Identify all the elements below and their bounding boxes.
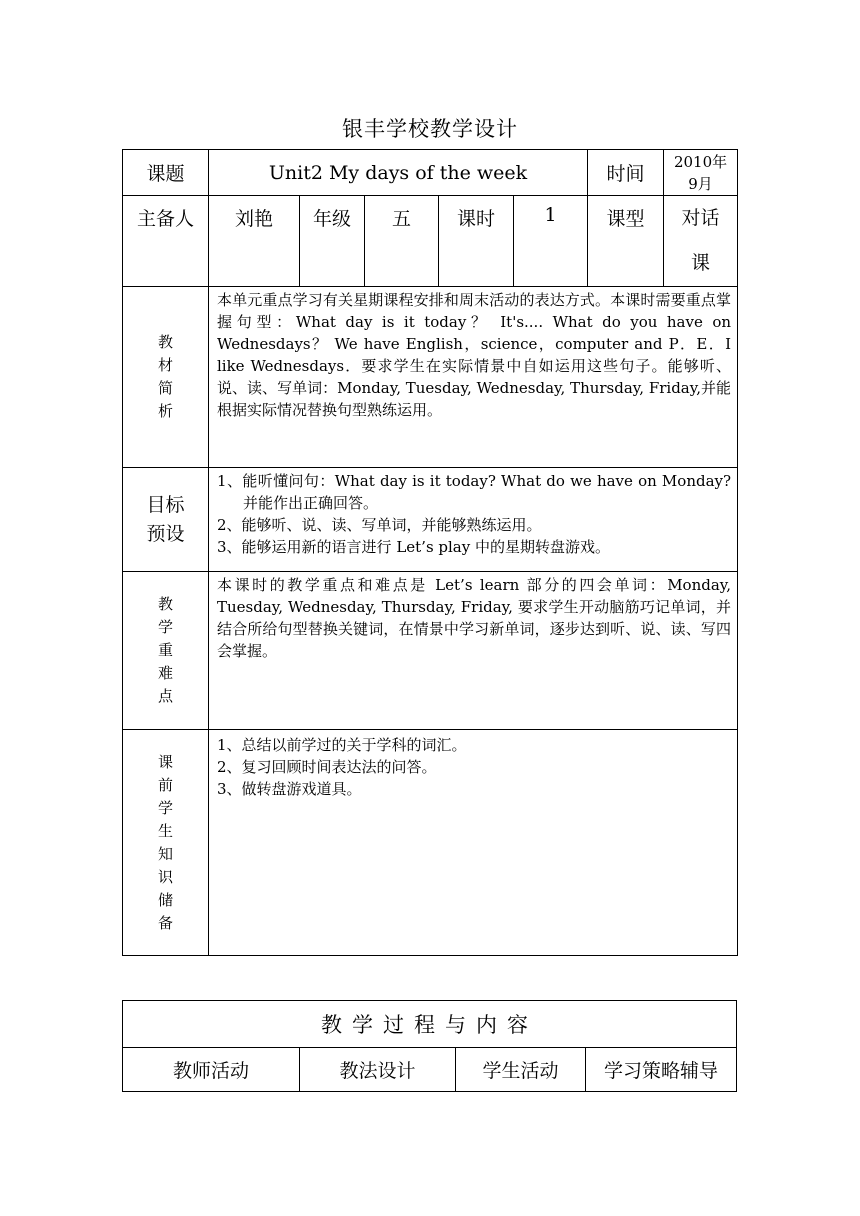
- process-col-method: 教法设计: [300, 1048, 456, 1092]
- prior-knowledge-item: 3、做转盘游戏道具。: [217, 780, 362, 798]
- period-label: 课时: [439, 196, 514, 287]
- key-points-label-char: 重: [157, 641, 173, 659]
- analysis-label-char: 简: [157, 379, 173, 397]
- lesson-plan-table: [122, 149, 738, 956]
- prior-knowledge-label-char: 课: [157, 752, 173, 771]
- prior-knowledge-label-char: 学: [157, 798, 173, 817]
- analysis-label-char: 材: [157, 356, 173, 374]
- analysis-text: 本单元重点学习有关星期课程安排和周末活动的表达方式。本课时需要重点掌握句型：What day is it today？ It's.... What do you have on Wednesdays？ We have English，science，computer and P．E．I like Wednesdays．要求学生在实际情景中自如运用这些句子。能够听、说、读、写单词：Monday, Tuesday, Wednesday, Thursday, Friday,并能根据实际情况替换句型熟练运用。: [209, 287, 738, 468]
- prior-knowledge-row: [123, 730, 738, 956]
- prior-knowledge-label-char: 储: [157, 890, 173, 909]
- grade-label: 年级: [300, 196, 365, 287]
- goals-label-line2: 预设: [146, 522, 185, 545]
- time-label: 时间: [588, 150, 664, 196]
- goals-label-line1: 目标: [146, 493, 185, 516]
- key-points-label-char: 点: [157, 687, 173, 705]
- time-value-month: 9月: [688, 174, 713, 193]
- key-points-row: [123, 572, 738, 730]
- analysis-label-char: 析: [157, 402, 173, 420]
- analysis-row: [123, 287, 738, 468]
- prior-knowledge-item: 2、复习回顾时间表达法的问答。: [217, 758, 437, 776]
- process-col-student: 学生活动: [456, 1048, 586, 1092]
- goal-item: 3、能够运用新的语言进行 Let’s play 中的星期转盘游戏。: [217, 538, 610, 556]
- analysis-label-char: 教: [157, 333, 173, 351]
- prior-knowledge-label-char: 知: [157, 844, 173, 863]
- topic-row: [123, 150, 738, 196]
- goals-label: [123, 468, 209, 572]
- preparer-value: 刘艳: [209, 196, 300, 287]
- process-col-teacher: 教师活动: [123, 1048, 300, 1092]
- prior-knowledge-item: 1、总结以前学过的关于学科的词汇。: [217, 736, 467, 754]
- analysis-label: [123, 287, 209, 468]
- period-value: 1: [514, 196, 588, 287]
- prior-knowledge-list: [209, 730, 738, 956]
- process-col-strategy: 学习策略辅导: [586, 1048, 737, 1092]
- key-points-label-char: 难: [157, 664, 173, 682]
- key-points-label-char: 学: [157, 618, 173, 636]
- topic-label: 课题: [123, 150, 209, 196]
- grade-value: 五: [365, 196, 439, 287]
- prior-knowledge-label: [123, 730, 209, 956]
- type-value-line2: 课: [691, 252, 711, 274]
- prior-knowledge-label-char: 前: [157, 775, 173, 794]
- goal-item: 2、能够听、说、读、写单词，并能够熟练运用。: [217, 516, 542, 534]
- document-title: 银丰学校教学设计: [342, 117, 518, 141]
- process-title: 教学过程与内容: [123, 1001, 737, 1048]
- preparer-label: 主备人: [123, 196, 209, 287]
- type-value-line1: 对话: [681, 207, 720, 229]
- teaching-process-table: [122, 1000, 737, 1092]
- topic-value: Unit2 My days of the week: [209, 150, 588, 196]
- prior-knowledge-label-char: 备: [157, 913, 173, 932]
- goal-item: 1、能听懂问句：What day is it today? What do we have on Monday?并能作出正确回答。: [217, 472, 732, 512]
- goals-list: [209, 468, 738, 572]
- goals-row: [123, 468, 738, 572]
- key-points-label-char: 教: [157, 595, 173, 613]
- prior-knowledge-label-char: 识: [157, 867, 173, 886]
- key-points-text: 本课时的教学重点和难点是 Let’s learn 部分的四会单词：Monday, Tuesday, Wednesday, Thursday, Friday, 要求学生开动脑筋巧记单词，并结合所给句型替换关键词，在情景中学习新单词，逐步达到听、说、读、写四会掌握。: [209, 572, 738, 730]
- key-points-label: [123, 572, 209, 730]
- time-value: [664, 150, 738, 196]
- type-label: 课型: [588, 196, 664, 287]
- prior-knowledge-label-char: 生: [157, 821, 173, 840]
- time-value-year: 2010年: [673, 152, 728, 171]
- info-row: [123, 196, 738, 287]
- type-value: [664, 196, 738, 287]
